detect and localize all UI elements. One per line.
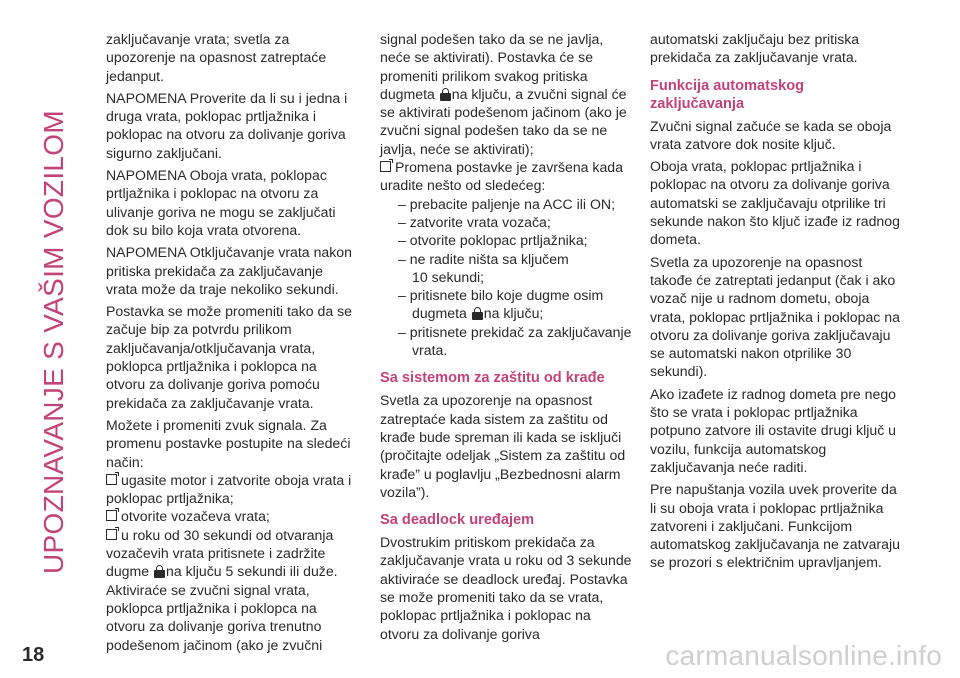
bullet-square-icon [106,529,117,540]
text-column-3 [650,30,902,576]
bullet-item: ugasite motor i zatvorite oboja vrata i poklopac prtljažnika; [106,471,352,507]
bullet-item: u roku od 30 sekundi od otvaranja vozačevih vrata pritisnete i zadržite dugme na ključu 5 sekundi ili duže. Aktiviraće se zvučni signal vrata, poklopca prtljažnika i poklopca na otvoru za dolivanje goriva trenutno podešenom jačinom (ako je zvučni [106,526,338,653]
bullet-square-icon [380,161,391,172]
note-paragraph: NAPOMENA Oboja vrata, poklopac prtljažnika i poklopac na otvoru za ulivanje goriva ne mogu se zaključati dok su bilo koja vrata otvorena. [106,167,336,238]
bullet-square-icon [106,510,117,521]
list-item: – prebacite paljenje na ACC ili ON; [398,195,616,212]
section-heading: Funkcija automatskog zaključavanja [650,77,805,112]
section-side-title: UPOZNAVANJE S VAŠIM VOZILOM [38,110,69,574]
page-number: 18 [22,644,45,666]
paragraph: Postavka se može promeniti tako da se začuje bip za potvrdu prilikom zaključavanja/otključavanja vrata, poklopca prtljažnika i poklopca na otvoru za dolivanje goriva pomoću prekidača za zaključavanje vrata. [106,303,352,411]
dash-list [380,195,632,360]
bullet-item: otvorite vozačeva vrata; [106,507,358,525]
note-paragraph: NAPOMENA Otključavanje vrata nakon pritiska prekidača za zaključavanje vrata može da traje nekoliko sekundi. [106,244,352,297]
paragraph: Ako izađete iz radnog dometa pre nego što se vrata i poklopac prtljažnika potpuno zatvore ili ostavite drugi ključ u vozilu, funkcija automatskog zaključavanja neće raditi. [650,385,897,475]
text-column-1 [106,30,358,654]
list-item: – otvorite poklopac prtljažnika; [398,232,588,249]
paragraph: Pre napuštanja vozila uvek proverite da li su oboja vrata i poklopac prtljažnika zatvoreni i zaključani. Funkcijom automatskog zaključavanja ne zatvaraju se prozori s električnim upravljanjem. [650,481,900,571]
list-item: – pritisnete prekidač za zaključavanje vrata. [398,323,632,359]
lock-icon [154,565,165,578]
paragraph: Svetla za upozorenje na opasnost zatreptaće kada sistem za zaštitu od krađe bude spreman ili kada se isključi (pročitajte odeljak „Sistem za zaštitu od krađe” u poglavlju „Bezbednosni alarm vozila”). [380,392,626,500]
paragraph: Zvučni signal začuće se kada se oboja vrata zatvore dok nosite ključ. [650,117,892,152]
bullet-square-icon [106,474,117,485]
lock-icon [472,307,483,320]
paragraph: Dvostrukim pritiskom prekidača za zaključavanje vrata u roku od 3 sekunde aktiviraće se deadlock uređaj. Postavka se može promeniti tako da se vrata, poklopac prtljažnika i poklopac na otvoru za dolivanje goriva [380,534,632,642]
list-item: – pritisnete bilo koje dugme osim dugmeta na ključu; [398,287,604,322]
paragraph: automatski zaključaju bez pritiska prekidača za zaključavanje vrata. [650,31,860,66]
list-item: – ne radite ništa sa ključem 10 sekundi; [398,250,569,285]
section-heading: Sa sistemom za zaštitu od krađe [380,370,605,387]
watermark: carmanualsonline.info [665,640,942,671]
paragraph: zaključavanje vrata; svetla za upozorenje na opasnost zatreptaće jedanput. [106,31,327,84]
bullet-item: Promena postavke je završena kada uradite nešto od sledećeg: [380,159,623,194]
lock-icon [440,88,451,101]
note-paragraph: NAPOMENA Proverite da li su i jedna i druga vrata, poklopac prtljažnika i poklopac na otvoru za dolivanje goriva sigurno zaključani. [106,89,348,161]
list-item: – zatvorite vrata vozača; [398,213,551,230]
section-heading: Sa deadlock uređajem [380,512,535,529]
paragraph: Oboja vrata, poklopac prtljažnika i poklopac na otvoru za dolivanje goriva automatski se zaključavaju otprilike tri sekunde nakon što ključ izađe iz radnog dometa. [650,158,900,248]
paragraph: signal podešen tako da se ne javlja, neće se aktivirati). Postavka će se promeniti prilikom svakog pritiska dugmeta na ključu, a zvučni signal će se aktivirati podešenom jačinom (ako je zvučni signal podešen tako da se ne javlja, neće se aktivirati); [380,31,627,157]
paragraph: Možete i promeniti zvuk signala. Za promenu postavke postupite na sledeći način: [106,416,351,470]
text-column-2 [380,30,632,647]
paragraph: Svetla za upozorenje na opasnost takođe će zatreptati jedanput (čak i ako vozač nije u radnom dometu, oboja vrata, poklopac prtljažnika i poklopac na otvoru za dolivanje goriva zaključavaju se automatski nakon otprilike 30 sekundi). [650,253,900,380]
